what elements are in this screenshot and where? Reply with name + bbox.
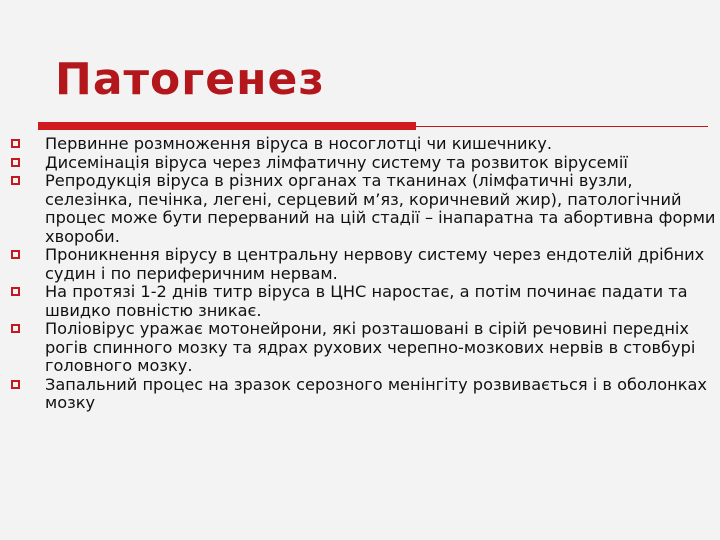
square-bullet-icon xyxy=(11,287,20,296)
title-underline-thick xyxy=(38,122,416,130)
bullet-text: Поліовірус уражає мотонейрони, які розташовані в сірій речовині передніх рогів спинного мозку та ядрах рухових черепно-мозкових нервів в стовбурі головного мозку. xyxy=(45,319,696,375)
slide-title: Патогенез xyxy=(55,54,325,105)
bullet-text: Запальний процес на зразок серозного менінгіту розвивається і в оболонках мозку xyxy=(45,374,707,412)
bullet-item xyxy=(0,376,720,413)
square-bullet-icon xyxy=(11,324,20,333)
bullet-item xyxy=(0,135,720,154)
bullet-text: Репродукція віруса в різних органах та тканинах (лімфатичні вузли, селезінка, печінка, легені, серцевий м’яз, коричневий жир), патологічний процес може бути перерваний на цій стадії – інапаратна та абортивна форми хвороби. xyxy=(45,171,716,246)
bullet-text: Первинне розмноження віруса в носоглотці чи кишечнику. xyxy=(45,134,552,153)
square-bullet-icon xyxy=(11,380,20,389)
bullet-list xyxy=(0,135,720,413)
bullet-item xyxy=(0,283,720,320)
title-underline-thin xyxy=(416,126,708,127)
square-bullet-icon xyxy=(11,250,20,259)
bullet-item xyxy=(0,154,720,173)
bullet-text: Дисемінація віруса через лімфатичну систему та розвиток вірусемії xyxy=(45,152,628,172)
bullet-item xyxy=(0,320,720,376)
square-bullet-icon xyxy=(11,139,20,148)
bullet-text: Проникнення вірусу в центральну нервову систему через ендотелій дрібних судин і по периферичним нервам. xyxy=(45,245,705,283)
square-bullet-icon xyxy=(11,176,20,185)
bullet-text: На протязі 1-2 днів титр віруса в ЦНС наростає, а потім починає падати та швидко повністю зникає. xyxy=(45,282,688,320)
bullet-item xyxy=(0,246,720,283)
bullet-item xyxy=(0,172,720,246)
square-bullet-icon xyxy=(11,158,20,167)
